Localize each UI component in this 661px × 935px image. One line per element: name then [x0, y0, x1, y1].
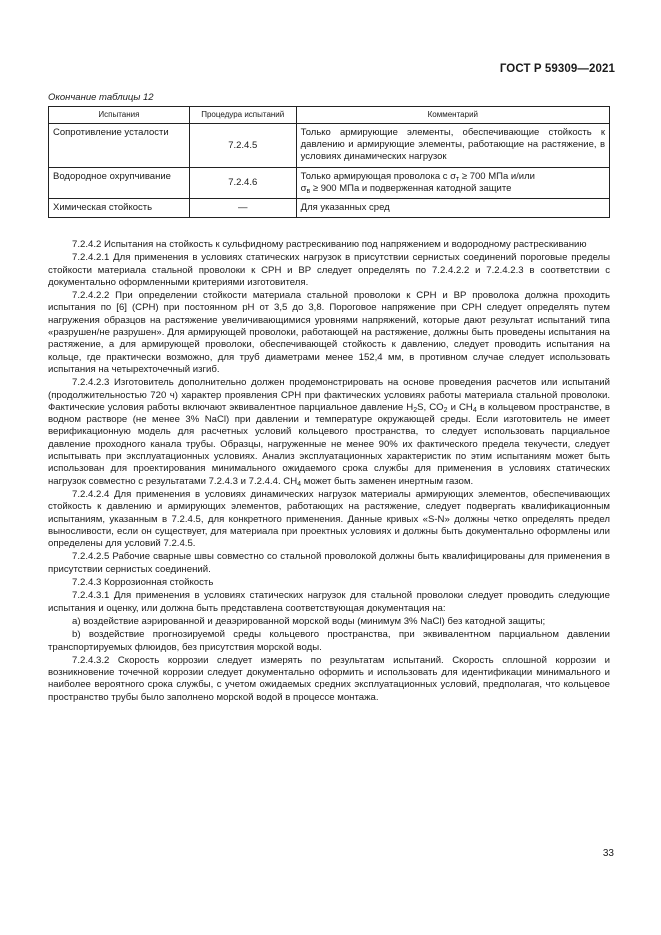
list-item-a: а) воздействие аэрированной и деаэрированной морской воды (минимум 3% NaCl) без катодной защиты;: [72, 615, 546, 627]
comment-text: Только армирующая проволока с σ: [300, 171, 456, 182]
column-header-tests: Испытания: [49, 107, 190, 124]
table-row: [49, 124, 610, 168]
cell-procedure: 7.2.4.6: [189, 168, 296, 199]
paragraph-text: в кольцевом пространстве, в водном растворе (не менее 3% NaCl) при давлении и температуре окружающей среды. Если изготовитель не имеет верификационную модель для расчетных условий кольцевого пространства, то следует использовать парциальное давление проходного канала трубы. Образцы, нагруженные не менее 90% их фактического предела текучести, следует испытывать при эксплуатационных условиях. Анализ эксплуатационных характеристик по этим испытаниям может быть использован для проектирования минимального ожидаемого срока службы для применения в условиях статических нагрузок совместно с результатами 7.2.4.3 и 7.2.4.4. CH: [48, 401, 611, 487]
subscript: 4: [297, 480, 302, 488]
paragraph-text: может быть заменен инертным газом.: [301, 475, 474, 487]
table-row: [49, 168, 610, 199]
subscript: т: [456, 176, 460, 183]
paragraph-text: S, CO: [417, 401, 444, 413]
list-item-b: b) воздействие прогнозируемой среды кольцевого пространства, при эквивалентном парциальном давлении транспортируемых флюидов, без присутствия морской воды.: [48, 629, 610, 653]
paragraph-7-2-4-3-1: 7.2.4.3.1 Для применения в условиях статических нагрузок для стальной проволоки следует проводить следующие испытания и оценку, или должна быть представлена соответствующая документация на:: [48, 590, 610, 614]
cell-comment: Только армирующие элементы, обеспечивающие стойкость к давлению и армирующие элементы, работающие на растяжение, в условиях динамических нагрузок: [296, 124, 609, 168]
table-caption: Окончание таблицы 12: [48, 92, 154, 103]
cell-test: Сопротивление усталости: [49, 124, 190, 168]
cell-test: Химическая стойкость: [49, 199, 190, 218]
document-header: ГОСТ Р 59309—2021: [499, 63, 615, 75]
table-header-row: [49, 107, 610, 124]
paragraph-7-2-4-2-3: [48, 377, 610, 488]
paragraph-7-2-4-2-4: 7.2.4.2.4 Для применения в условиях динамических нагрузок материалы армирующих элементов, обеспечивающих стойкость к давлению и армирующих элементов, работающих на растяжение, следует подвергать квалификационным испытаниям, указанным в 7.2.4.5, для конкретного применения. Данные кривых «S-N» должны четко определять предел выносливости, если он существует, для материала при проектных условиях и должны быть документально оформлены или определены для условий 7.2.4.5.: [48, 488, 610, 550]
cell-comment: Для указанных сред: [296, 199, 609, 218]
paragraph-7-2-4-3: 7.2.4.3 Коррозионная стойкость: [72, 577, 214, 589]
paragraph-7-2-4-2-1: 7.2.4.2.1 Для применения в условиях статических нагрузок в присутствии сернистых соединений пороговые пределы стойкости материала стальной проволоки к СРН и ВР следует определять по 7.2.4.2.2 и 7.2.4.2.3 в соответствии с документально оформленными критериями изготовителя.: [48, 252, 610, 288]
comment-text: ≥ 900 МПа и подверженная катодной защите: [310, 183, 512, 194]
table-row: [49, 199, 610, 218]
cell-procedure: 7.2.4.5: [189, 124, 296, 168]
subscript: в: [306, 188, 311, 195]
paragraph-text: и CH: [447, 401, 473, 413]
paragraph-7-2-4-2-5: 7.2.4.2.5 Рабочие сварные швы совместно со стальной проволокой должны быть квалифицированы для применения в присутствии сернистых соединений.: [48, 551, 610, 575]
cell-procedure: —: [189, 199, 296, 218]
column-header-comment: Комментарий: [296, 107, 609, 124]
cell-test: Водородное охрупчивание: [49, 168, 190, 199]
subscript: 2: [443, 406, 448, 414]
subscript: 2: [413, 406, 418, 414]
comment-text: σ: [300, 183, 307, 194]
cell-comment: [296, 168, 609, 199]
paragraph-7-2-4-2-2: 7.2.4.2.2 При определении стойкости материала стальной проволоки к СРН и ВР проволока должна проходить испытания по [6] (СРН) при постоянном рН от 3,5 до 3,8. Пороговое напряжение при СРН следует определять путем нагружения образцов на растяжение увеличивающимися уровнями напряжений, которые дают результат испытаний типа «разрушен/не разрушен». Для армирующей проволоки, работающей на растяжение, должны быть проведены испытания на растяжение, а для армирующей проволоки, обеспечивающей стойкость к давлению, следует проводить испытания на кольце, где практически возможно, для труб диаметрами менее 152,4 мм, в противном случае следует использовать испытания на четырехточечный изгиб.: [48, 290, 610, 375]
tests-table: [48, 106, 610, 218]
comment-text: ≥ 700 МПа и/или: [459, 171, 535, 182]
subscript: 4: [472, 406, 477, 414]
column-header-procedure: Процедура испытаний: [189, 107, 296, 124]
paragraph-7-2-4-3-2: 7.2.4.3.2 Скорость коррозии следует измерять по результатам испытаний. Скорость сплошной коррозии и возникновение точечной коррозии следует документально оформить и использовать для идентификации минимального и наиболее вероятного срока службы, с учетом ожидаемых средних эксплуатационных условий, предполагая, что кольцевое пространство трубы было заполнено морской водой в процессе монтажа.: [48, 654, 610, 703]
document-body: [48, 239, 610, 704]
paragraph-text: 7.2.4.2.3 Изготовитель дополнительно должен продемонстрировать на основе проведения расчетов или испытаний (продолжительностью 720 ч) характер проявления СРН при фактических условиях работы материала стальной проволоки. Фактические условия работы включают эквивалентное парциальное давление H: [48, 377, 610, 413]
page-number: 33: [602, 848, 614, 859]
paragraph-7-2-4-2: 7.2.4.2 Испытания на стойкость к сульфидному растрескиванию под напряжением и водородному растрескиванию: [72, 239, 587, 250]
